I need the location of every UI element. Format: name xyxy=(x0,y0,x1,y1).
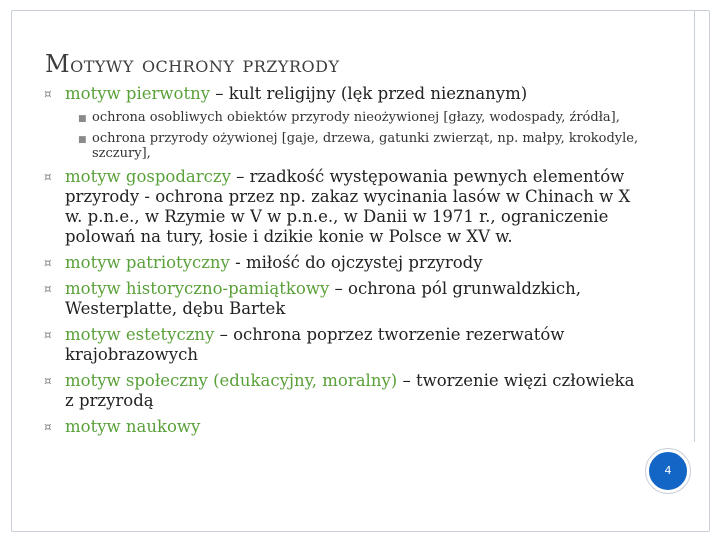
title-word-1-rest: OTYWY xyxy=(70,57,134,76)
keyword: motyw gospodarczy xyxy=(65,167,231,186)
page-number-badge: 4 xyxy=(646,449,690,493)
slide-content xyxy=(44,84,644,437)
keyword: motyw estetyczny xyxy=(65,325,215,344)
bullet-icon: ¤ xyxy=(44,256,52,270)
list-item-text xyxy=(65,279,644,319)
list-item-gospodarczy xyxy=(44,167,644,247)
sub-item-2 xyxy=(78,131,644,161)
item-rest: – tworzenie więzi człowieka z przyrodą xyxy=(65,371,635,410)
list-item-patriotyczny xyxy=(44,253,644,273)
list-item-spoleczny xyxy=(44,371,644,411)
list-item-pierwotny xyxy=(44,84,644,104)
item-rest: - miłość do ojczystej przyrody xyxy=(229,253,483,272)
bullet-icon: ¤ xyxy=(44,328,52,342)
list-item-estetyczny xyxy=(44,325,644,365)
title-word-3: PRZYRODY xyxy=(242,57,340,76)
item-rest: – kult religijny (lęk przed nieznanym) xyxy=(210,84,528,103)
bullet-icon: ¤ xyxy=(44,420,52,434)
slide-right-rule xyxy=(694,10,695,442)
bullet-icon: ¤ xyxy=(44,170,52,184)
bullet-icon: ¤ xyxy=(44,282,52,296)
list-item-text xyxy=(65,84,644,104)
sub-item-1 xyxy=(78,110,644,125)
bullet-icon: ¤ xyxy=(44,87,52,101)
sub-item-text: ochrona przyrody ożywionej [gaje, drzewa, gatunki zwierząt, np. małpy, krokodyle, szczury], xyxy=(92,131,639,161)
keyword: motyw pierwotny xyxy=(65,84,211,103)
list-item-text xyxy=(65,325,644,365)
bullet-icon: ¤ xyxy=(44,374,52,388)
sub-bullet-icon: ■ xyxy=(78,114,87,124)
list-item-text xyxy=(65,417,644,437)
list-item-text xyxy=(65,167,644,247)
list-item-historyczno-pamiatkowy xyxy=(44,279,644,319)
title-word-2: OCHRONY xyxy=(141,57,235,76)
keyword: motyw społeczny (edukacyjny, moralny) xyxy=(65,371,398,390)
keyword: motyw historyczno-pamiątkowy xyxy=(65,279,330,298)
list-item-text xyxy=(65,253,644,273)
item-rest: – ochrona pól grunwaldzkich, Westerplatte, dębu Bartek xyxy=(65,279,581,318)
keyword: motyw patriotyczny xyxy=(65,253,230,272)
title-initial: M xyxy=(45,50,71,78)
sub-item-text: ochrona osobliwych obiektów przyrody nieożywionej [głazy, wodospady, źródła], xyxy=(92,110,620,125)
list-item-naukowy xyxy=(44,417,644,437)
item-rest: – ochrona poprzez tworzenie rezerwatów krajobrazowych xyxy=(65,325,565,364)
item-rest: – rzadkość występowania pewnych elementów przyrody - ochrona przez np. zakaz wycinania lasów w Chinach w X w. p.n.e., w Rzymie w V w p.n.e., w Danii w 1971 r., ograniczenie polowań na tury, łosie i dzikie konie w Polsce w XV w. xyxy=(65,167,631,246)
keyword: motyw naukowy xyxy=(65,417,201,436)
list-item-text xyxy=(65,371,644,411)
sub-bullet-icon: ■ xyxy=(78,135,87,145)
slide-title xyxy=(45,50,340,78)
